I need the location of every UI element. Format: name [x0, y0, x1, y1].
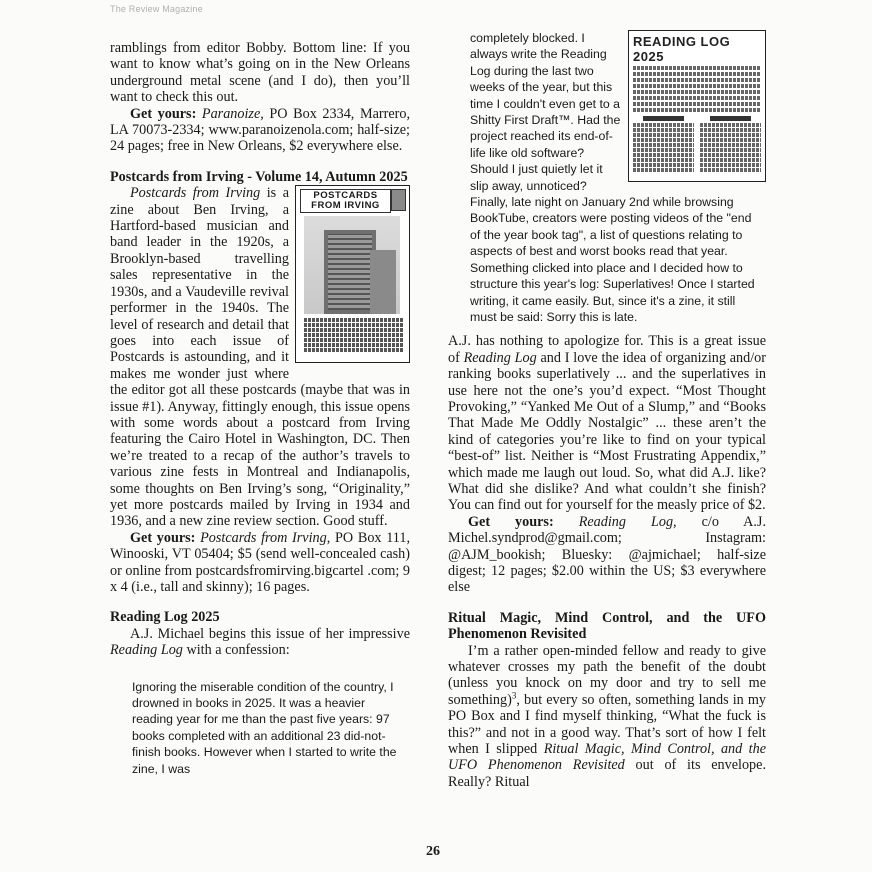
- reading-log-cover-title: READING LOG 2025: [633, 34, 731, 64]
- page-number: 26: [426, 844, 440, 859]
- reading-log-quote-part1: Ignoring the miserable condition of the country, I drowned in books in 2025. It was a heavier reading year for me than the past five years: 97 books completed with an additional 23 did-not-finish books. However when I started to write the zine, I was: [132, 679, 397, 776]
- paragraph-reading-log-review: A.J. has nothing to apologize for. This is a great issue of Reading Log and I love the idea of organizing and/or ranking books superlatively ... and the superlatives in use here not the one’s you’d expect. “Most Thought Provoking,” “Yanked Me Out of a Slump,” and “Books That Made Me Oddly Nostalgic” ... these aren’t the kind of categories you’re like to find on your typical “best-of” list. Neither is “Most Frustrating Appendix,” which made me laugh out loud. So, what did A.J. like? What did she dislike? And what couldn’t she finish? You can find out for yourself for the measly price of $2.: [448, 333, 766, 514]
- reading-log-quote-part2: completely blocked. I always write the Reading Log during the last two weeks of the year, but this time I couldn't even get to a Shitty First Draft™. Had the project reached its end-of-life like old software? Should I just quietly let it slip away, unnoticed? Finally, late night on January 2nd while browsing BookTube, creators were posting videos of the "end of the year book tag", a list of questions relating to aspects of best and worst books read that year. Something clicked into place and I decided how to structure this year's log: Superlatives! Once I started writing, it came easily. But, since it's a zine, it still must be said: Sorry this is late.: [470, 31, 755, 324]
- get-yours-paranoize: Get yours: Paranoize, PO Box 2334, Marrero, LA 70073-2334; www.paranoizenola.com; half-size; 24 pages; free in New Orleans, $2 everywhere else.: [110, 105, 410, 155]
- left-column: [110, 40, 410, 777]
- paragraph-reading-log-intro: A.J. Michael begins this issue of her impressive Reading Log with a confession:: [110, 625, 410, 659]
- cover-contents-list: [304, 318, 403, 353]
- get-yours-postcards: Get yours: Postcards from Irving, PO Box 111, Winooski, VT 05404; $5 (send well-concealed cash) or online from postcardsfromirving.bigcartel .com; 9 x 4 (i.e., tall and skinny); 16 pages.: [110, 529, 410, 595]
- cairo-hotel-photo: [304, 216, 400, 314]
- stamp-icon: [391, 189, 406, 211]
- running-header: The Review Magazine: [110, 4, 203, 14]
- get-yours-reading-log: Get yours: Reading Log, c/o A.J. Michel.syndprod@gmail.com; Instagram: @AJM_bookish; Bluesky: @ajmichael; half-size digest; 12 pages; $2.00 within the US; $3 everywhere else: [448, 513, 766, 596]
- heading-ritual-magic: Ritual Magic, Mind Control, and the UFO Phenomenon Revisited: [448, 609, 766, 643]
- postcards-cover-title: POSTCARDS FROM IRVING: [300, 189, 391, 213]
- reading-log-cover-image: [628, 30, 766, 182]
- heading-reading-log: Reading Log 2025: [110, 609, 220, 626]
- paragraph-paranoize-end: ramblings from editor Bobby. Bottom line: If you want to know what’s going on in the New Orleans underground metal scene (and I do), then you’ll want to check this out.: [110, 40, 410, 106]
- paragraph-ritual-magic: I’m a rather open-minded fellow and ready to give whatever crosses my path the benefit of the doubt (unless you knock on my door and try to sell me something)$^3$, but every so often, something lands in my PO Box and I find myself thinking, “What the fuck is this?” and not in a good way. That’s sort of how I felt when I slipped Ritual Magic, Mind Control, and the UFO Phenomenon Revisited out of its envelope. Really? Ritual: [448, 642, 766, 790]
- right-column: [448, 31, 766, 790]
- paragraph-postcards-review: Postcards from Irving is a zine about Ben Irving, a Hartford-based musician and band leader in the 1920s, a Brooklyn-based travelling sales representative in the 1930s, and a Vaudeville revival performer in the 1940s. The level of research and detail that goes into each issue of Postcards is astounding, and it makes me wonder just where the editor got all these postcards (maybe that was in issue #1). Anyway, fittingly enough, this issue opens with some words about a postcard from Irving featuring the Cairo Hotel in Washington, DC. Then we’re treated to a recap of the author’s travels to various zine fests in Montreal and Indianapolis, some thoughts on Ben Irving’s song, “Originality,” yet more postcards mailed by Irving in 1934 and 1936, and a new zine review section. Good stuff.: [110, 185, 410, 530]
- heading-postcards-from-irving: Postcards from Irving - Volume 14, Autumn 2025: [110, 168, 408, 185]
- postcards-cover-image: [295, 185, 410, 363]
